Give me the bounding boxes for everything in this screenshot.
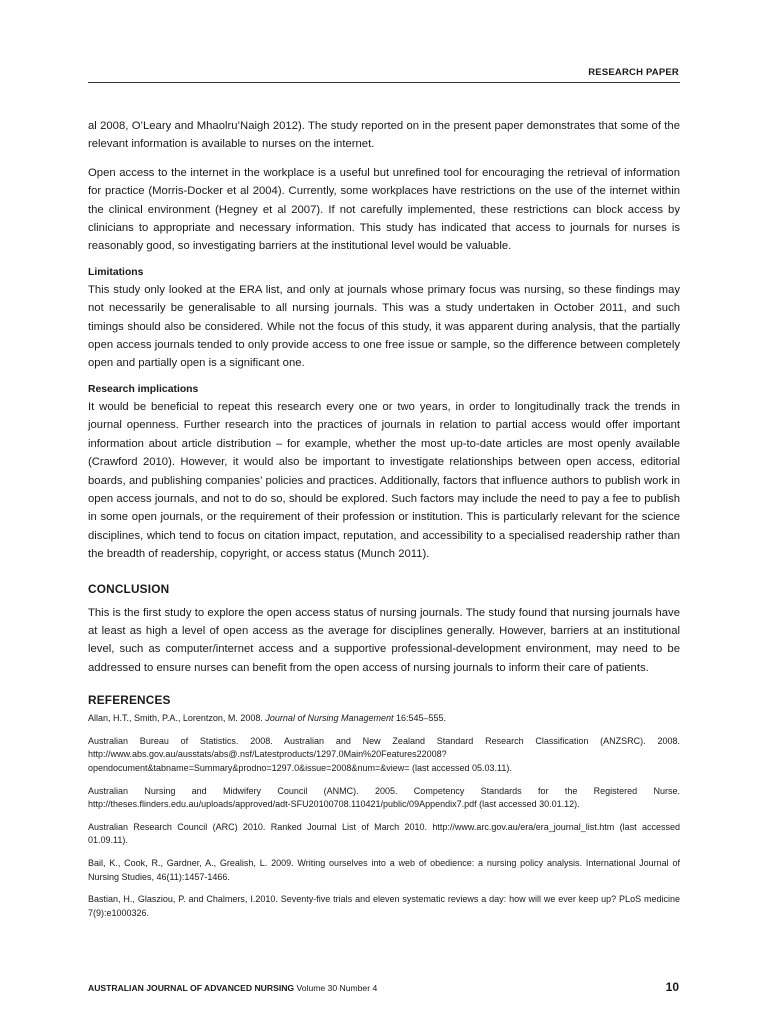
reference-item: Australian Nursing and Midwifery Council (ANMC). 2005. Competency Standards for the Registered Nurse. http://theses.flinders.edu.au/uploads/approved/adt-SFU20100708.110421/public/09Appendix7.pdf (last accessed 30.01.12). (88, 785, 680, 810)
conclusion-heading: CONCLUSION (88, 581, 170, 596)
implications-heading: Research implications (88, 383, 199, 395)
reference-item: Australian Bureau of Statistics. 2008. Australian and New Zealand Standard Research Classification (ANZSRC). 2008. http://www.abs.gov.au/ausstats/abs@.nsf/Latestproducts/1297.0Main%20Features22008?opendocument&tabname=Summary&prodno=1297.0&issue=2008&num=&view= (last accessed 05.03.11). (88, 735, 680, 773)
references-heading: REFERENCES (88, 693, 171, 708)
conclusion-paragraph: This is the first study to explore the open access status of nursing journals. The study found that nursing journals have at least as high a level of open access as the average for disciplines generally. However, barriers at an institutional level, such as computer/internet access and a supportive professional-development environment, may need to be addressed to ensure nurses can benefit from the open access of nursing journals to inform their care of patients. (88, 606, 680, 674)
reference-item: Bail, K., Cook, R., Gardner, A., Grealish, L. 2009. Writing ourselves into a web of obedience: a nursing policy analysis. International Journal of Nursing Studies, 46(11):1457-1466. (88, 857, 680, 882)
footer-journal-title: AUSTRALIAN JOURNAL OF ADVANCED NURSING Volume 30 Number 4 (88, 983, 378, 993)
paragraph: Open access to the internet in the workplace is a useful but unrefined tool for encouraging the retrieval of information for practice (Morris-Docker et al 2004). Currently, some workplaces have restrictions on the use of the internet within the clinical environment (Hegney et al 2007). If not carefully implemented, these restrictions can block access by clinicians to appropriate and necessary information. This study has indicated that access to journals for nurses is reasonably good, so investigating barriers at the institutional level would be valuable. (88, 166, 680, 253)
reference-item: Australian Research Council (ARC) 2010. Ranked Journal List of March 2010. http://www.arc.gov.au/era/era_journal_list.htm (last accessed 01.09.11). (88, 821, 680, 846)
implications-paragraph: It would be beneficial to repeat this research every one or two years, in order to longitudinally track the trends in journal openness. Further research into the practices of journals in relation to partial access would offer important information about article distribution – for example, whether the most up-to-date articles are most openly available (Crawford 2010). However, it would also be important to investigate relationships between open access, editorial boards, and publishing companies’ policies and practices. Additionally, factors that influence authors to publish work in open access journals, and not to do so, should be explored. Such factors may include the need to pay a fee to publish in some open journals, or the requirement of their profession or institution. This is particularly relevant for the science disciplines, which tend to focus on citation impact, reputation, and accessibility to a specialised readership rather than the breadth of readership, copyright, or access status (Munch 2011). (88, 400, 680, 561)
reference-item: Bastian, H., Glasziou, P. and Chalmers, I.2010. Seventy-five trials and eleven systematic reviews a day: how will we ever keep up? PLoS medicine 7(9):e1000326. (88, 894, 680, 918)
limitations-paragraph: This study only looked at the ERA list, and only at journals whose primary focus was nursing, so these findings may not necessarily be generalisable to all nursing journals. This was a study undertaken in October 2011, and such timings should also be considered. While not the focus of this study, it was apparent during analysis, that the partially open access journals tended to only provide access to one free issue or sample, so the difference between completely open and partially open is a significant one. (88, 283, 680, 370)
header-divider (88, 82, 680, 83)
limitations-heading: Limitations (88, 266, 144, 278)
article-body (88, 117, 680, 929)
paragraph: al 2008, O’Leary and Mhaolru’Naigh 2012). The study reported on in the present paper demonstrates that some of the relevant information is available to nurses on the internet. (88, 120, 680, 151)
page-number: 10 (665, 980, 679, 994)
reference-item: Allan, H.T., Smith, P.A., Lorentzon, M. 2008. Journal of Nursing Management 16:545–555. (88, 713, 447, 724)
running-header: RESEARCH PAPER (588, 67, 679, 78)
